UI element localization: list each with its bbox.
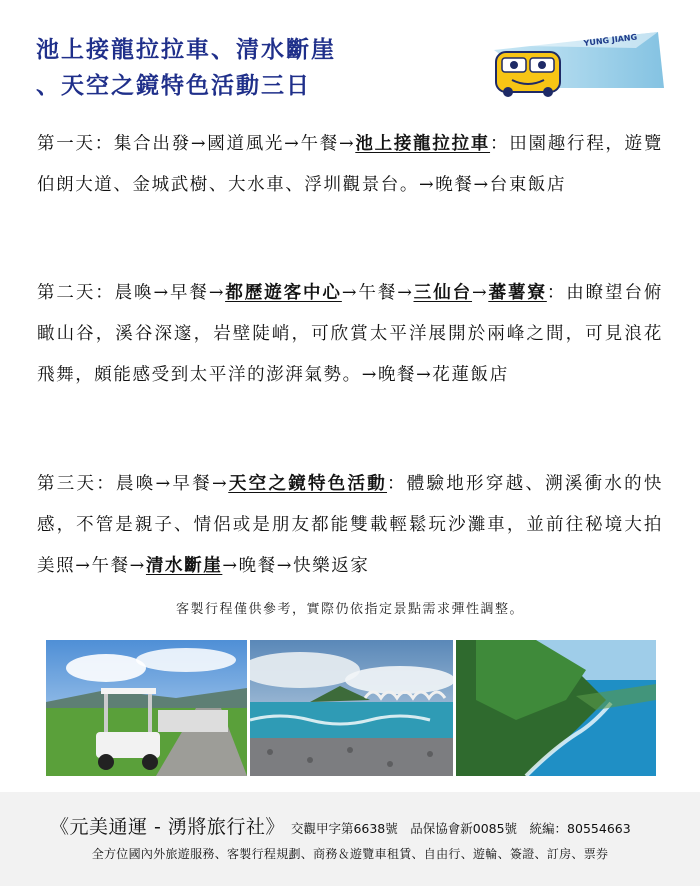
title-line-1: 池上接龍拉拉車、清水斷崖 bbox=[36, 36, 336, 63]
highlight-sky-mirror: 天空之鏡特色活動 bbox=[228, 474, 388, 494]
title-line-2: 、天空之鏡特色活動三日 bbox=[36, 72, 311, 99]
tour-title bbox=[36, 32, 476, 104]
footer-bar bbox=[0, 792, 700, 886]
itinerary-note: 客製行程僅供參考，實際仍依指定景點需求彈性調整。 bbox=[175, 602, 524, 617]
services-list: 全方位國內外旅遊服務、客製行程規劃、商務＆遊覽車租賃、自由行、遊輪、簽證、訂房、票券 bbox=[91, 847, 609, 861]
logo-text: YUNG JIANG bbox=[583, 32, 638, 48]
registration-numbers: 交觀甲字第6638號 品保協會新0085號 統編：80554663 bbox=[290, 821, 631, 836]
day-3-itinerary: 第三天：晨喚→早餐→天空之鏡特色活動：體驗地形穿越、溯溪衝水的快感，不管是親子、情侶或是朋友都能雙載輕鬆玩沙灘車，並前往秘境大拍美照→午餐→清水斷崖→晚餐→快樂返家 bbox=[37, 474, 663, 576]
highlight-fanshuliao: 蕃薯寮 bbox=[488, 283, 547, 303]
highlight-dulan-visitor-center: 都歷遊客中心 bbox=[225, 283, 342, 303]
highlight-chishang-cart: 池上接龍拉拉車 bbox=[355, 134, 491, 154]
company-info bbox=[50, 812, 631, 839]
highlight-sanxiantai: 三仙台 bbox=[413, 283, 473, 303]
highlight-qingshui-cliff: 清水斷崖 bbox=[145, 556, 223, 576]
photo-golf-cart-field bbox=[46, 640, 247, 776]
photo-sanxiantai-bridge bbox=[250, 640, 453, 776]
bus-cartoon-icon bbox=[486, 28, 666, 100]
day-2-itinerary: 第二天：晨喚→早餐→都歷遊客中心→午餐→三仙台→蕃薯寮：由瞭望台俯瞰山谷，溪谷深邃，岩壁陡峭，可欣賞太平洋展開於兩峰之間，可見浪花飛舞，頗能感受到太平洋的澎湃氣勢。→晚餐→花蓮飯店 bbox=[37, 283, 663, 385]
day-1-itinerary: 第一天：集合出發→國道風光→午餐→池上接龍拉拉車：田園趣行程，遊覽伯朗大道、金城武樹、大水車、浮圳觀景台。→晚餐→台東飯店 bbox=[37, 134, 663, 195]
photo-qingshui-cliff bbox=[456, 640, 656, 776]
company-name: 《元美通運 - 湧將旅行社》 bbox=[50, 816, 285, 838]
